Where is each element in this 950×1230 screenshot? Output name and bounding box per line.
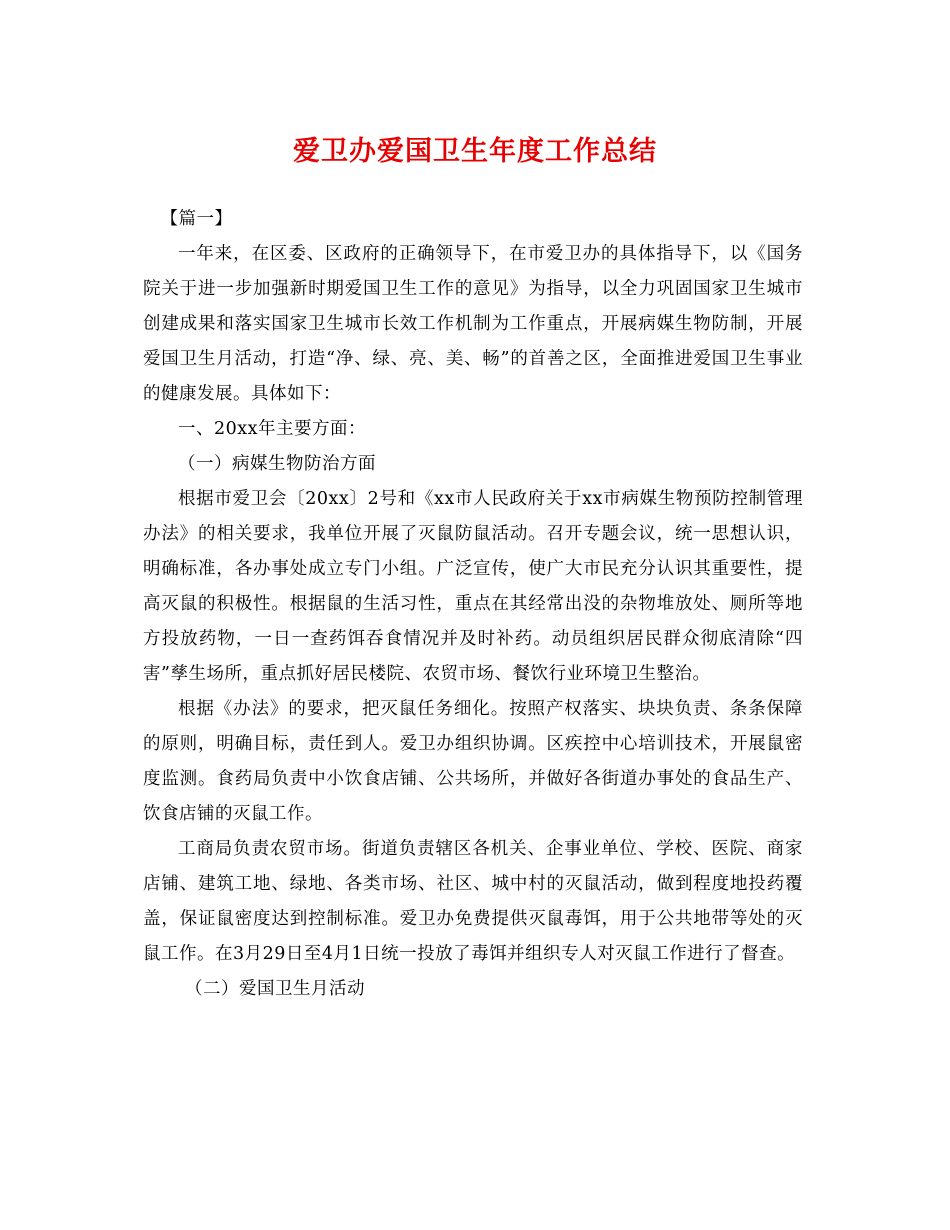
heading-main-aspects: 一、20xx年主要方面： <box>178 419 367 439</box>
paragraph-market-responsibility: 工商局负责农贸市场。街道负责辖区各机关、企事业单位、学校、医院、商家店铺、建筑工地、绿地、各类市场、社区、城中村的灭鼠活动，做到程度地投药覆盖，保证鼠密度达到控制标准。爱卫办免费提供灭鼠毒饵，用于公共地带等处的灭鼠工作。在3月29日至4月1日统一投放了毒饵并组织专人对灭鼠工作进行了督查。 <box>143 839 803 964</box>
paragraph-task-breakdown: 根据《办法》的要求，把灭鼠任务细化。按照产权落实、块块负责、条条保障的原则，明确目标，责任到人。爱卫办组织协调。区疾控中心培训技术，开展鼠密度监测。食药局负责中小饮食店铺、公共场所，并做好各街道办事处的食品生产、饮食店铺的灭鼠工作。 <box>143 699 803 824</box>
heading-hygiene-month: （二）爱国卫生月活动 <box>185 979 365 999</box>
section-mark: 【篇一】 <box>160 209 233 229</box>
paragraph-rodent-campaign: 根据市爱卫会〔20xx〕2号和《xx市人民政府关于xx市病媒生物预防控制管理办法》的相关要求，我单位开展了灭鼠防鼠活动。召开专题会议，统一思想认识，明确标准，各办事处成立专门小组。广泛宣传，使广大市民充分认识其重要性，提高灭鼠的积极性。根据鼠的生活习性，重点在其经常出没的杂物堆放处、厕所等地方投放药物，一日一查药饵吞食情况并及时补药。动员组织居民群众彻底清除“四害”孳生场所，重点抓好居民楼院、农贸市场、餐饮行业环境卫生整治。 <box>143 489 803 684</box>
document-body <box>143 202 803 1007</box>
intro-paragraph: 一年来，在区委、区政府的正确领导下，在市爱卫办的具体指导下，以《国务院关于进一步加强新时期爱国卫生工作的意见》为指导，以全力巩固国家卫生城市创建成果和落实国家卫生城市长效工作机制为工作重点，开展病媒生物防制，开展爱国卫生月活动，打造“净、绿、亮、美、畅”的首善之区，全面推进爱国卫生事业的健康发展。具体如下： <box>143 244 803 404</box>
document-title: 爱卫办爱国卫生年度工作总结 <box>293 136 657 167</box>
heading-vector-control: （一）病媒生物防治方面 <box>178 454 376 474</box>
